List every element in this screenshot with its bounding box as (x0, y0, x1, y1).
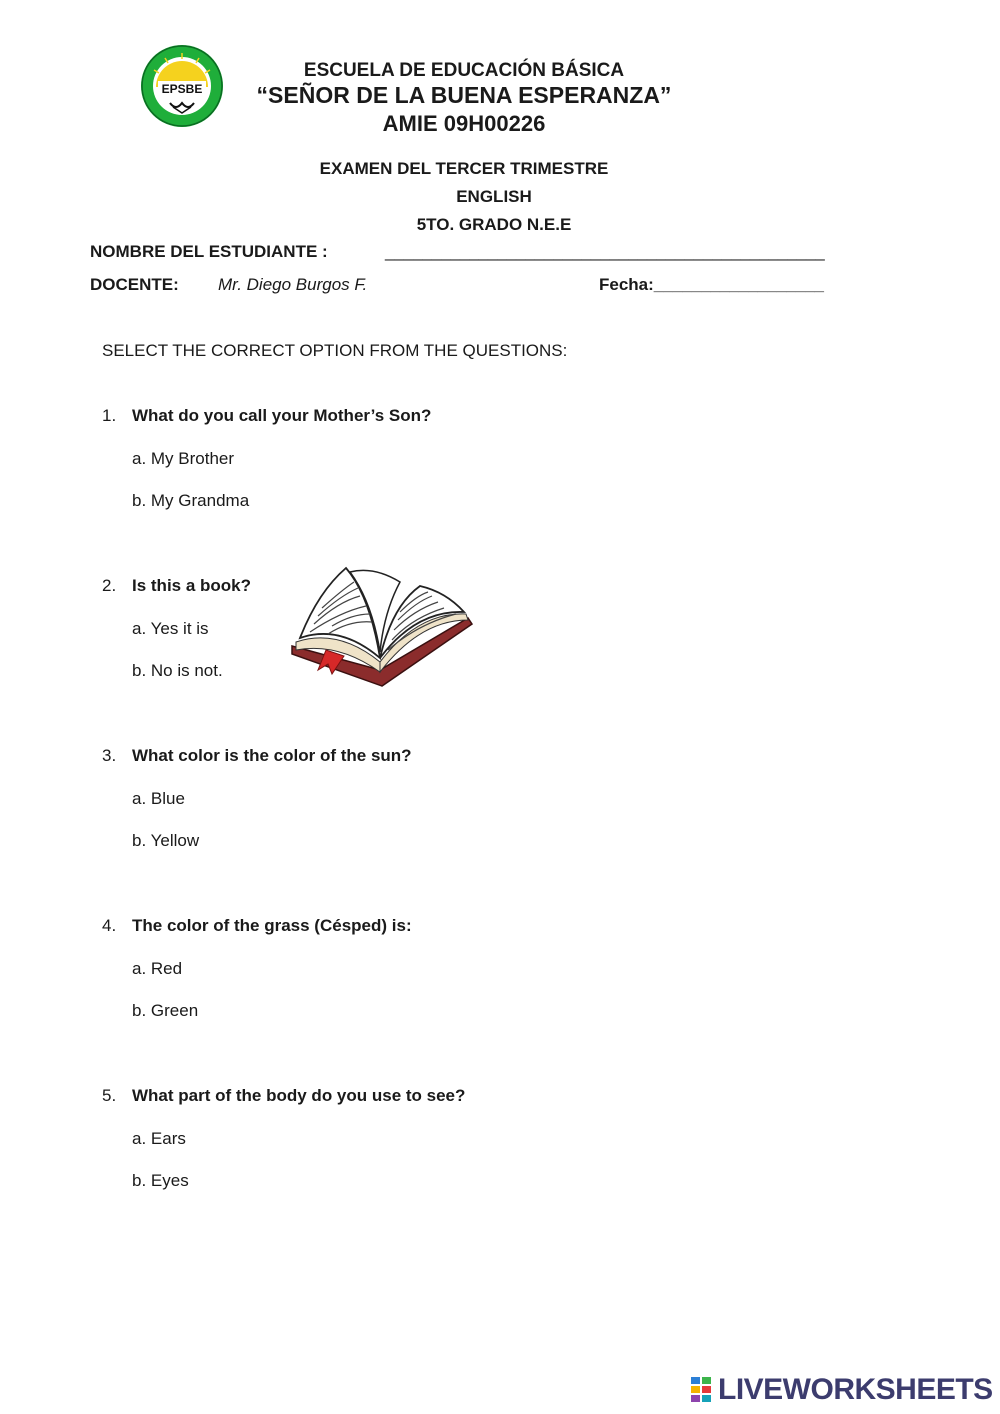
question-number: 3. (102, 746, 117, 765)
question-text: Is this a book? (132, 576, 252, 595)
answer-option[interactable]: a. My Brother (132, 449, 235, 468)
answer-option[interactable]: a. Blue (132, 789, 185, 808)
exam-title: EXAMEN DEL TERCER TRIMESTRE (319, 159, 609, 178)
answer-option[interactable]: b. No is not. (132, 661, 223, 680)
teacher-label: DOCENTE: (90, 275, 179, 294)
question-number: 5. (102, 1086, 117, 1105)
answer-option[interactable]: b. Yellow (132, 831, 200, 850)
school-name: “SEÑOR DE LA BUENA ESPERANZA” (256, 82, 672, 108)
question-number: 1. (102, 406, 117, 425)
question-text: What do you call your Mother’s Son? (132, 406, 432, 425)
school-code: AMIE 09H00226 (382, 111, 546, 136)
answer-option[interactable]: b. Eyes (132, 1171, 189, 1190)
exam-grade: 5TO. GRADO N.E.E (416, 215, 572, 234)
school-type: ESCUELA DE EDUCACIÓN BÁSICA (303, 60, 625, 81)
answer-option[interactable]: a. Ears (132, 1129, 186, 1148)
liveworksheets-icon (690, 1375, 714, 1405)
question-text: The color of the grass (Césped) is: (132, 916, 412, 935)
student-name-field[interactable]: _______________________________________________ (385, 242, 825, 261)
svg-text:EPSBE: EPSBE (161, 82, 203, 96)
school-logo (140, 43, 224, 129)
brand-name: LIVEWORKSHEETS (718, 1373, 993, 1406)
student-name-label: NOMBRE DEL ESTUDIANTE : (90, 242, 328, 261)
question-text: What part of the body do you use to see? (132, 1086, 466, 1105)
question-text: What color is the color of the sun? (132, 746, 412, 765)
answer-option[interactable]: a. Red (132, 959, 183, 978)
answer-option[interactable]: b. My Grandma (132, 491, 250, 510)
question-number: 2. (102, 576, 117, 595)
date-field[interactable]: Fecha:__________________ (599, 275, 824, 294)
question-number: 4. (102, 916, 117, 935)
teacher-name: Mr. Diego Burgos F. (218, 275, 368, 294)
exam-subject: ENGLISH (456, 187, 532, 206)
liveworksheets-logo (690, 1372, 993, 1408)
instructions: SELECT THE CORRECT OPTION FROM THE QUESTIONS: (102, 341, 568, 360)
answer-option[interactable]: b. Green (132, 1001, 199, 1020)
open-book-image (288, 562, 478, 690)
answer-option[interactable]: a. Yes it is (132, 619, 209, 638)
